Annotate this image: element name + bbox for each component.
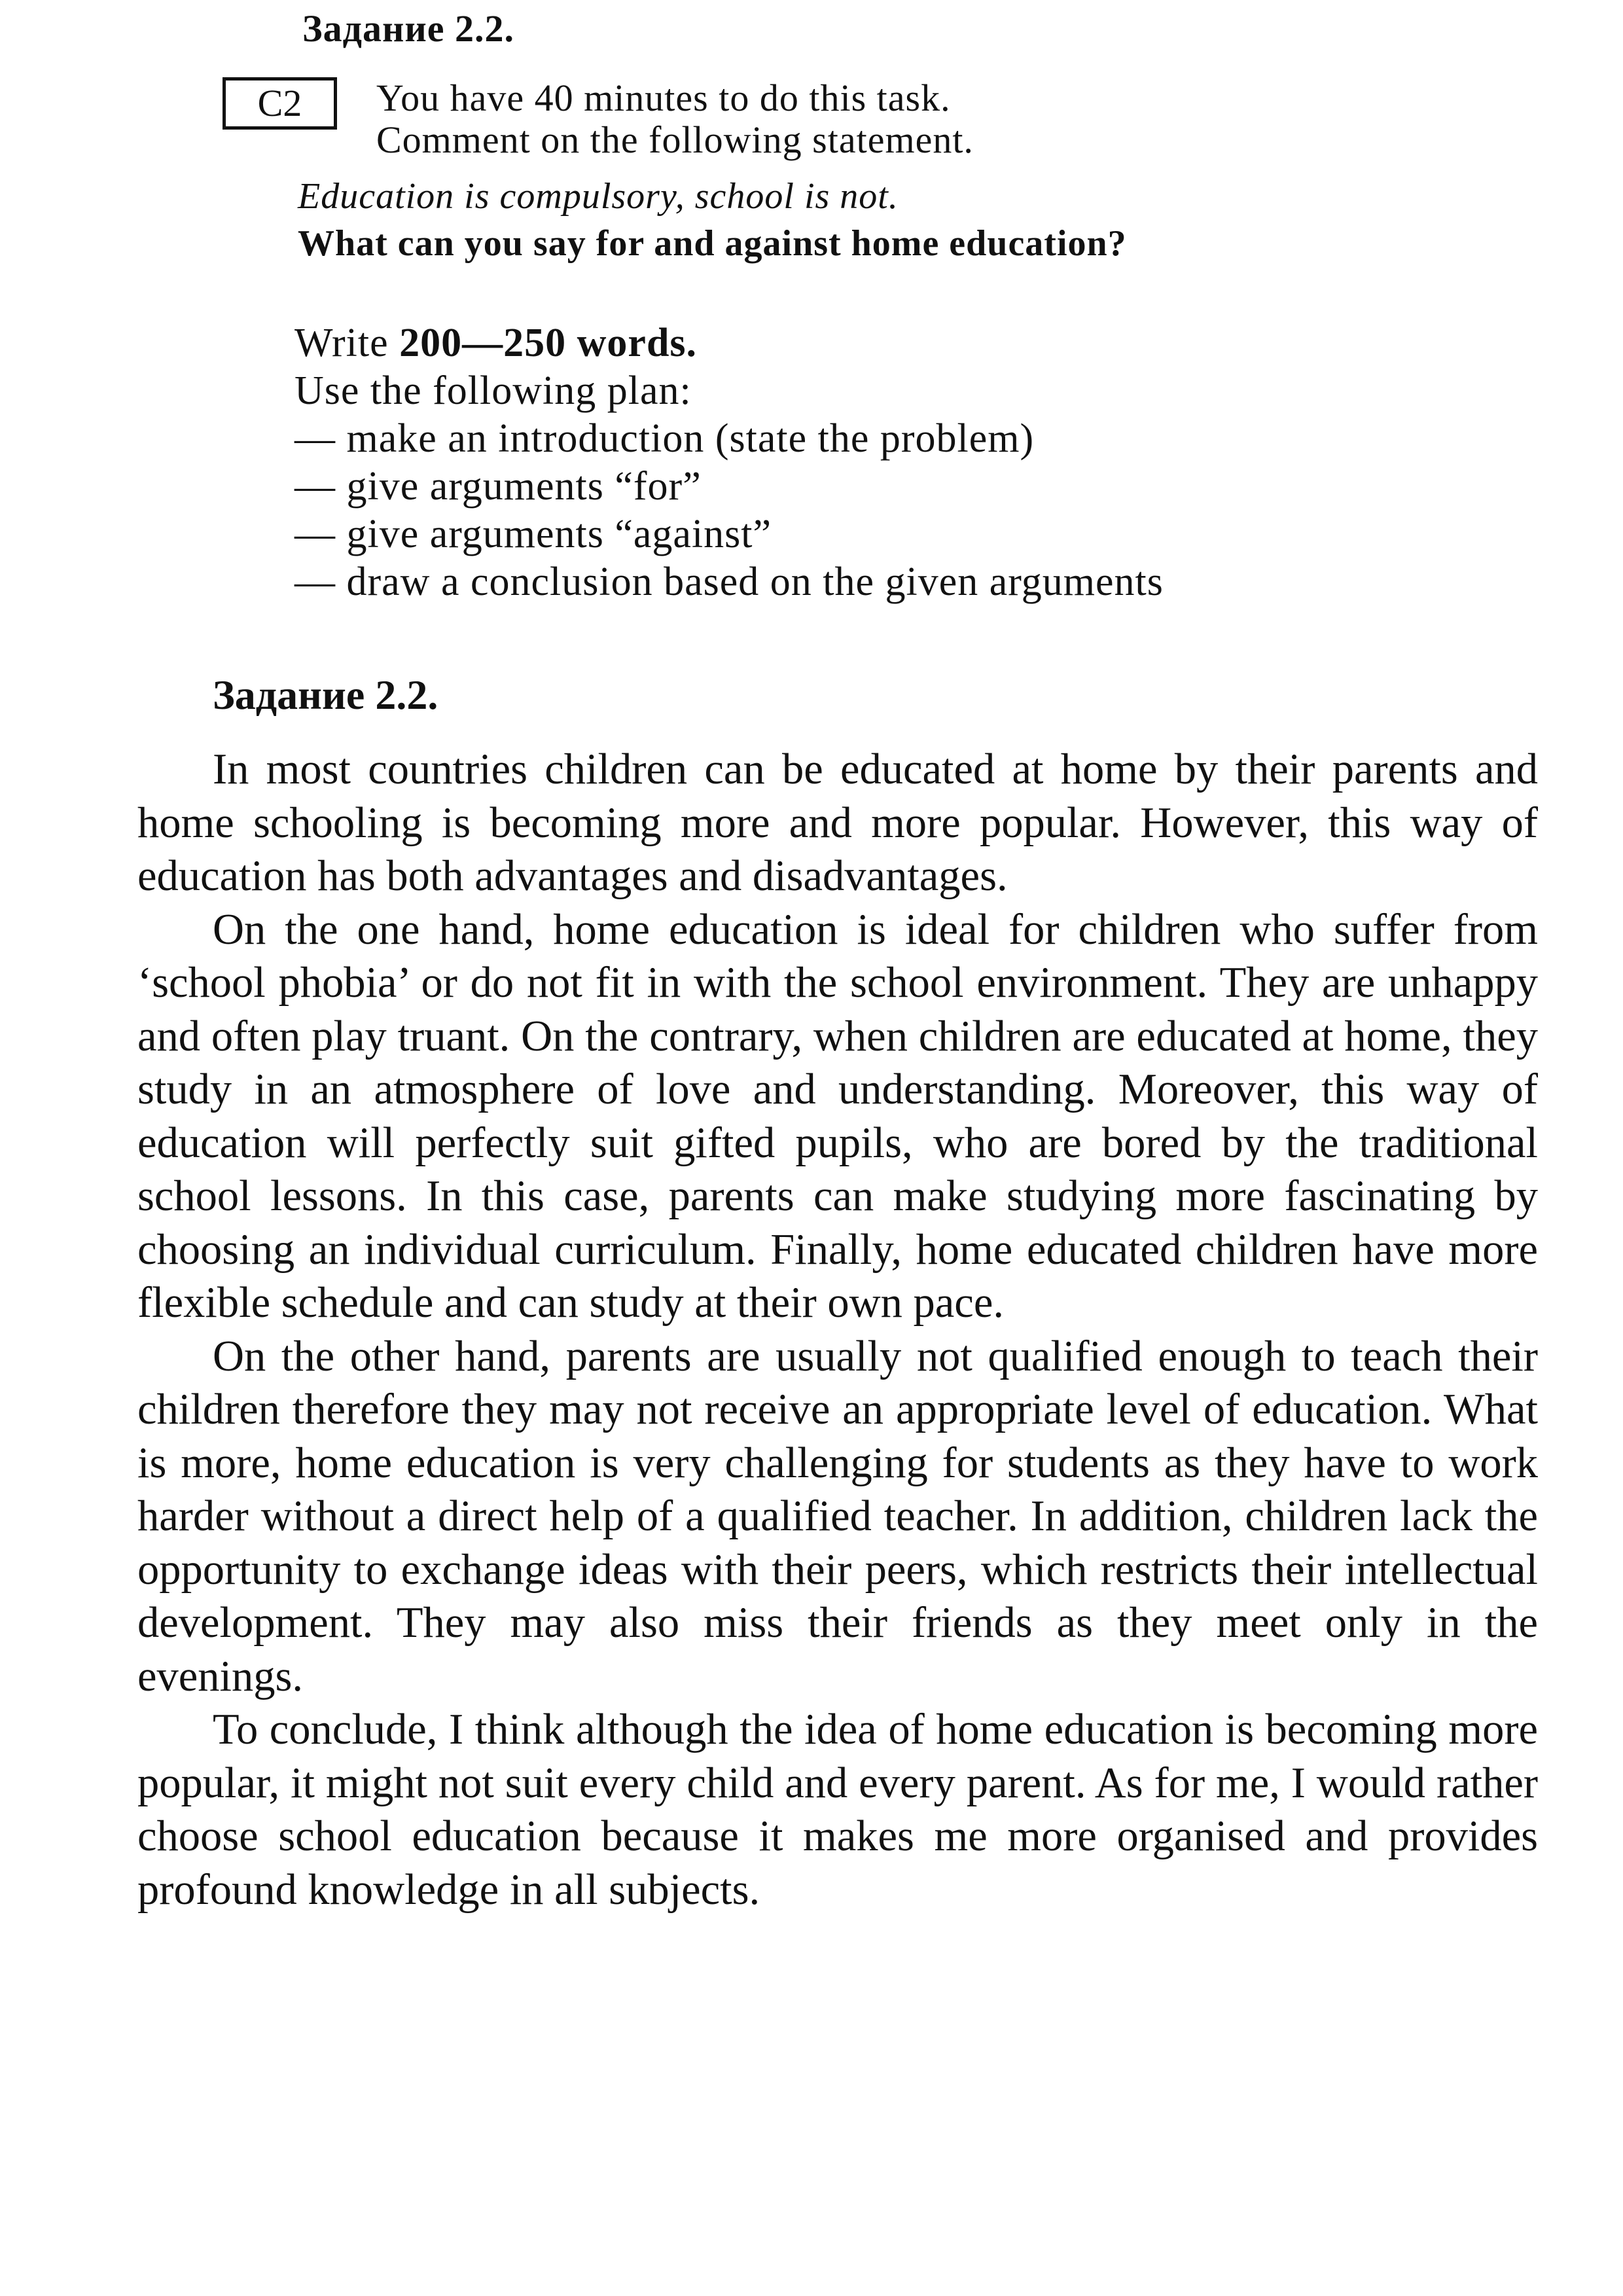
essay-body — [137, 743, 1538, 1916]
plan-block — [294, 319, 1164, 606]
plan-item-against: — give arguments “against” — [294, 512, 772, 556]
essay-paragraph-against: On the other hand, parents are usually not qualified enough to teach their children therefore they may not receive an appropriate level of education. What is more, home education is very challenging for students as they have to work harder without a direct help of a qualified teacher. In addition, children lack the opportunity to exchange ideas with their peers, which restricts their intellectual development. They may also miss their friends as they meet only in the evenings. — [137, 1332, 1538, 1700]
task-label-box: C2 — [223, 77, 337, 130]
essay-paragraph-introduction: In most countries children can be educated at home by their parents and home schooling is becoming more and more popular. However, this way of education has both advantages and disadvantages. — [137, 745, 1538, 900]
essay-paragraph-conclusion: To conclude, I think although the idea of home education is becoming more popular, it might not suit every child and every parent. As for me, I would rather choose school education because it makes me more organised and provides profound knowledge in all subjects. — [137, 1706, 1538, 1914]
essay-heading: Задание 2.2. — [213, 672, 438, 718]
plan-intro: Use the following plan: — [294, 368, 692, 413]
plan-item-for: — give arguments “for” — [294, 464, 702, 509]
word-count-value: 200—250 words. — [399, 321, 698, 365]
task-line-comment: Comment on the following statement. — [376, 118, 974, 161]
task-line-time: You have 40 minutes to do this task. — [376, 77, 951, 119]
word-count-prefix: Write — [294, 321, 400, 365]
task-question: What can you say for and against home education? — [298, 223, 1127, 264]
plan-item-conclusion: — draw a conclusion based on the given arguments — [294, 560, 1164, 604]
plan-item-introduction: — make an introduction (state the problem) — [294, 416, 1035, 461]
task-instructions — [376, 77, 974, 161]
task-heading: Задание 2.2. — [302, 7, 515, 50]
task-statement: Education is compulsory, school is not. — [298, 176, 899, 217]
word-count-line — [294, 319, 1164, 367]
essay-paragraph-for: On the one hand, home education is ideal for children who suffer from ‘school phobia’ or do not fit in with the school environment. They are unhappy and often play truant. On the contrary, when children are educated at home, they study in an atmosphere of love and understanding. Moreover, this way of education will perfectly suit gifted pupils, who are bored by the traditional school lessons. In this case, parents can make studying more fascinating by choosing an individual curriculum. Finally, home educated children have more flexible schedule and can study at their own pace. — [137, 905, 1538, 1327]
